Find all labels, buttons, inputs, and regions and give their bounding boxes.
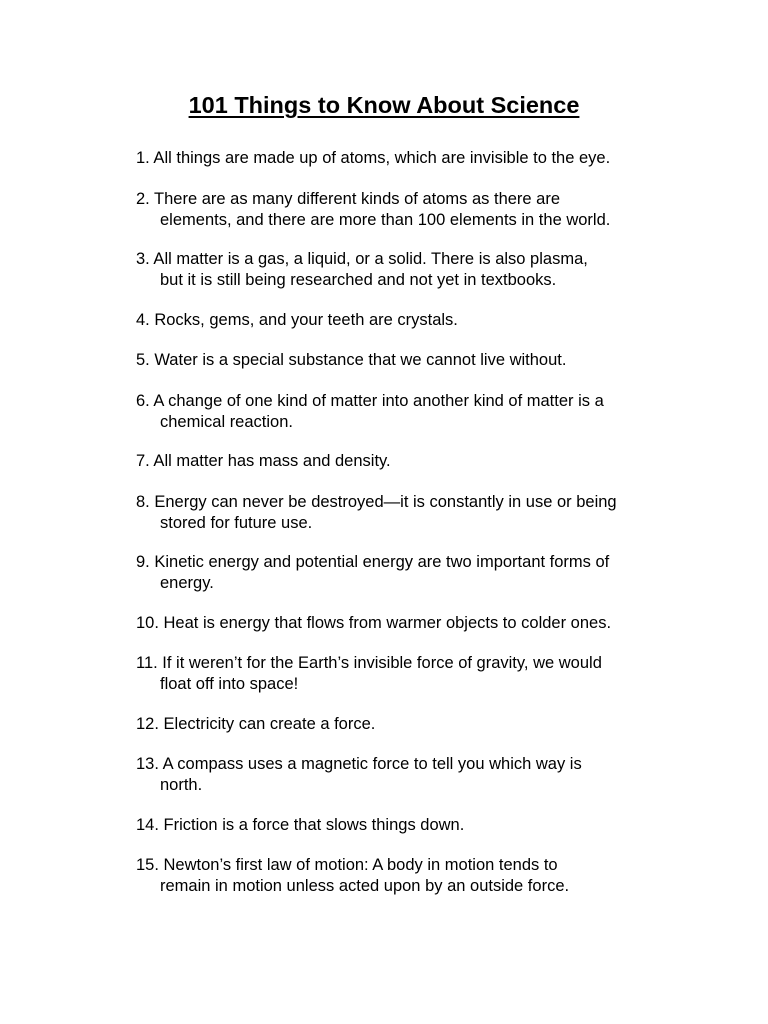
list-item-text: 11. If it weren’t for the Earth’s invisible force of gravity, we would	[136, 654, 602, 672]
list-item-text: 5. Water is a special substance that we cannot live without.	[136, 351, 567, 369]
page-title: 101 Things to Know About Science	[188, 92, 580, 118]
list-item-text: 1. All things are made up of atoms, which are invisible to the eye.	[136, 149, 611, 167]
list-item-9	[136, 552, 696, 593]
list-item-6	[136, 391, 696, 432]
list-item-text: 12. Electricity can create a force.	[136, 715, 376, 733]
list-item-14	[136, 815, 696, 836]
list-item-11	[136, 653, 696, 694]
list-item-8	[136, 492, 696, 533]
list-item-text: 15. Newton’s first law of motion: A body in motion tends to	[136, 856, 558, 874]
list-item-text-continued: energy.	[160, 573, 214, 592]
list-item-text: 10. Heat is energy that flows from warmer objects to colder ones.	[136, 614, 612, 632]
list-item-text: 2. There are as many different kinds of atoms as there are	[136, 190, 561, 208]
list-item-text: 9. Kinetic energy and potential energy are two important forms of	[136, 553, 610, 571]
list-item-3	[136, 249, 696, 290]
list-item-text-continued: chemical reaction.	[160, 412, 293, 431]
list-item-12	[136, 714, 696, 735]
list-item-text-continued: float off into space!	[160, 674, 299, 693]
list-item-text-continued: elements, and there are more than 100 elements in the world.	[160, 210, 611, 229]
list-item-text: 6. A change of one kind of matter into another kind of matter is a	[136, 392, 604, 410]
list-item-text: 8. Energy can never be destroyed—it is constantly in use or being	[136, 493, 617, 511]
list-item-1	[136, 148, 696, 169]
list-item-15	[136, 855, 696, 896]
list-item-text-continued: but it is still being researched and not yet in textbooks.	[160, 270, 557, 289]
list-item-13	[136, 754, 696, 795]
list-item-text: 4. Rocks, gems, and your teeth are crystals.	[136, 311, 458, 329]
list-item-text-continued: remain in motion unless acted upon by an outside force.	[160, 876, 570, 895]
list-item-text-continued: stored for future use.	[160, 513, 313, 532]
list-item-5	[136, 350, 696, 371]
list-item-4	[136, 310, 696, 331]
list-item-text: 13. A compass uses a magnetic force to tell you which way is	[136, 755, 582, 773]
list-item-text: 14. Friction is a force that slows things down.	[136, 816, 465, 834]
list-item-text: 7. All matter has mass and density.	[136, 452, 391, 470]
list-item-7	[136, 451, 696, 472]
list-item-text: 3. All matter is a gas, a liquid, or a solid. There is also plasma,	[136, 250, 588, 268]
list-item-text-continued: north.	[160, 775, 203, 794]
list-item-10	[136, 613, 696, 634]
list-item-2	[136, 189, 696, 230]
